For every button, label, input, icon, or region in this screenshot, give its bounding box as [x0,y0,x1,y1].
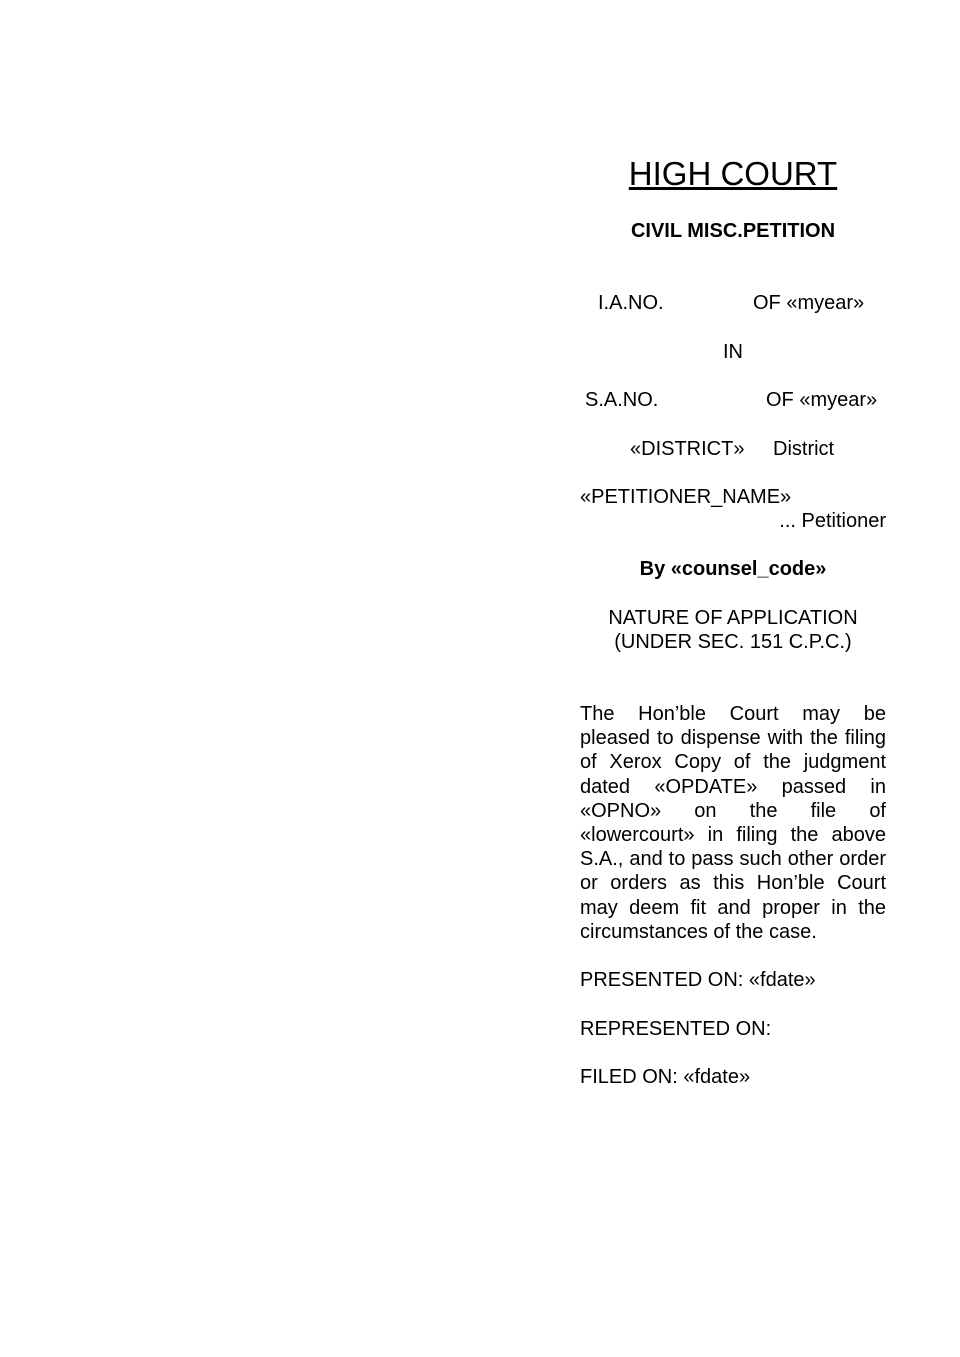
district-field: «DISTRICT» [630,438,745,460]
in-label: IN [723,341,743,363]
sa-number-label: S.A.NO. [585,389,659,411]
nature-heading: NATURE OF APPLICATION [608,607,858,629]
filed-on: FILED ON: «fdate» [580,1066,751,1088]
petition-type: CIVIL MISC.PETITION [630,220,836,242]
petitioner-name: «PETITIONER_NAME» [580,486,792,508]
district-label: District [773,438,835,460]
represented-on: REPRESENTED ON: [580,1018,772,1040]
court-title: HIGH COURT [628,155,838,192]
petitioner-role: ... Petitioner [779,510,886,532]
sa-year: OF «myear» [766,389,878,411]
ia-year: OF «myear» [753,292,865,314]
prayer-paragraph: The Hon’ble Court may be pleased to dispense with the filing of Xerox Copy of the judgment dated «OPDATE» passed in «OPNO» on the file of «lowercourt» in filing the above S.A., and to pass such other order or orders as this Hon’ble Court may deem fit and proper in the circumstances of the case. [580,703,886,943]
counsel-line: By «counsel_code» [639,558,827,580]
presented-on: PRESENTED ON: «fdate» [580,969,816,991]
nature-section: (UNDER SEC. 151 C.P.C.) [614,631,852,653]
ia-number-label: I.A.NO. [598,292,664,314]
